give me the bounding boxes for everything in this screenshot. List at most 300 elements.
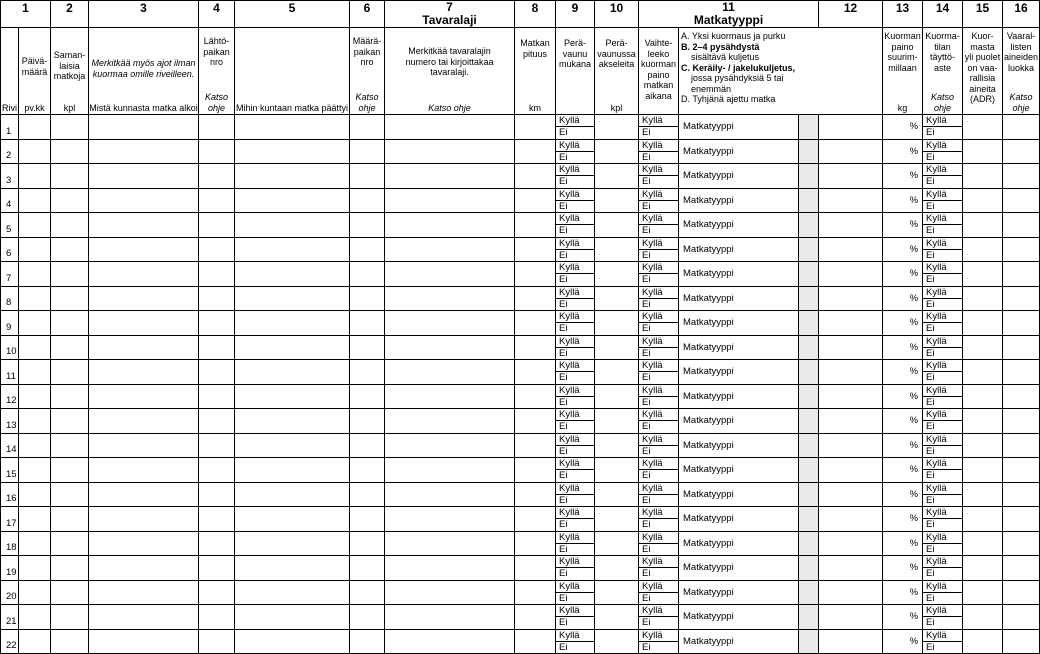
similar-trips-field[interactable] xyxy=(51,458,89,483)
option-yes[interactable]: Kyllä xyxy=(923,287,962,299)
fill-rate-field[interactable]: % xyxy=(883,384,923,409)
trailer-axles-field[interactable] xyxy=(595,115,639,140)
fill-rate-field[interactable]: % xyxy=(883,605,923,630)
cargo-type-field[interactable] xyxy=(385,213,515,238)
end-municipality-field[interactable] xyxy=(235,139,350,164)
date-field[interactable] xyxy=(19,213,51,238)
option-yes[interactable]: Kyllä xyxy=(923,336,962,348)
matkatyyppi-field[interactable]: Matkatyyppi xyxy=(679,409,799,434)
option-yes[interactable]: Kyllä xyxy=(923,458,962,470)
similar-trips-field[interactable] xyxy=(51,188,89,213)
end-place-field[interactable] xyxy=(350,360,385,385)
end-place-field[interactable] xyxy=(350,580,385,605)
option-yes[interactable]: Kyllä xyxy=(556,238,594,250)
matkatyyppi-code-field[interactable] xyxy=(799,458,819,483)
adr-choice[interactable] xyxy=(923,458,963,483)
similar-trips-field[interactable] xyxy=(51,556,89,581)
matkatyyppi-code-field[interactable] xyxy=(799,115,819,140)
load-weight-field[interactable] xyxy=(819,580,883,605)
distance-field[interactable] xyxy=(515,580,556,605)
option-no[interactable]: Ei xyxy=(926,568,935,580)
option-no[interactable]: Ei xyxy=(559,347,568,359)
end-place-field[interactable] xyxy=(350,262,385,287)
date-field[interactable] xyxy=(19,164,51,189)
end-place-field[interactable] xyxy=(350,188,385,213)
load-varies-choice[interactable] xyxy=(639,335,679,360)
trailer-choice[interactable] xyxy=(556,335,595,360)
option-yes[interactable]: Kyllä xyxy=(556,409,594,421)
option-yes[interactable]: Kyllä xyxy=(639,630,678,642)
end-municipality-field[interactable] xyxy=(235,580,350,605)
option-no[interactable]: Ei xyxy=(642,127,651,139)
trailer-axles-field[interactable] xyxy=(595,507,639,532)
option-no[interactable]: Ei xyxy=(559,421,568,433)
hazard-class-field[interactable] xyxy=(963,360,1003,385)
trailer-choice[interactable] xyxy=(556,237,595,262)
option-yes[interactable]: Kyllä xyxy=(556,115,594,127)
load-weight-field[interactable] xyxy=(819,629,883,654)
load-weight-field[interactable] xyxy=(819,556,883,581)
trailer-axles-field[interactable] xyxy=(595,311,639,336)
option-yes[interactable]: Kyllä xyxy=(639,434,678,446)
option-yes[interactable]: Kyllä xyxy=(923,556,962,568)
load-weight-field[interactable] xyxy=(819,188,883,213)
adr-choice[interactable] xyxy=(923,311,963,336)
start-municipality-field[interactable] xyxy=(89,237,199,262)
matkatyyppi-code-field[interactable] xyxy=(799,139,819,164)
start-municipality-field[interactable] xyxy=(89,335,199,360)
date-field[interactable] xyxy=(19,384,51,409)
load-varies-choice[interactable] xyxy=(639,531,679,556)
option-no[interactable]: Ei xyxy=(559,592,568,604)
option-no[interactable]: Ei xyxy=(642,445,651,457)
hazard-class-field[interactable] xyxy=(963,164,1003,189)
load-type-field[interactable] xyxy=(1003,360,1040,385)
distance-field[interactable] xyxy=(515,164,556,189)
fill-rate-field[interactable]: % xyxy=(883,164,923,189)
start-municipality-field[interactable] xyxy=(89,507,199,532)
option-yes[interactable]: Kyllä xyxy=(639,189,678,201)
matkatyyppi-field[interactable]: Matkatyyppi xyxy=(679,629,799,654)
start-place-field[interactable] xyxy=(199,580,235,605)
end-municipality-field[interactable] xyxy=(235,311,350,336)
fill-rate-field[interactable]: % xyxy=(883,213,923,238)
cargo-type-field[interactable] xyxy=(385,360,515,385)
trailer-axles-field[interactable] xyxy=(595,188,639,213)
end-municipality-field[interactable] xyxy=(235,384,350,409)
hazard-class-field[interactable] xyxy=(963,482,1003,507)
option-no[interactable]: Ei xyxy=(642,592,651,604)
load-weight-field[interactable] xyxy=(819,115,883,140)
option-no[interactable]: Ei xyxy=(926,200,935,212)
option-yes[interactable]: Kyllä xyxy=(556,532,594,544)
cargo-type-field[interactable] xyxy=(385,531,515,556)
trailer-choice[interactable] xyxy=(556,164,595,189)
option-yes[interactable]: Kyllä xyxy=(923,164,962,176)
date-field[interactable] xyxy=(19,531,51,556)
start-municipality-field[interactable] xyxy=(89,262,199,287)
option-yes[interactable]: Kyllä xyxy=(639,458,678,470)
start-place-field[interactable] xyxy=(199,139,235,164)
load-weight-field[interactable] xyxy=(819,507,883,532)
similar-trips-field[interactable] xyxy=(51,531,89,556)
end-place-field[interactable] xyxy=(350,629,385,654)
start-place-field[interactable] xyxy=(199,213,235,238)
option-no[interactable]: Ei xyxy=(926,151,935,163)
distance-field[interactable] xyxy=(515,433,556,458)
hazard-class-field[interactable] xyxy=(963,458,1003,483)
hazard-class-field[interactable] xyxy=(963,384,1003,409)
start-place-field[interactable] xyxy=(199,507,235,532)
similar-trips-field[interactable] xyxy=(51,164,89,189)
trailer-choice[interactable] xyxy=(556,115,595,140)
end-place-field[interactable] xyxy=(350,237,385,262)
matkatyyppi-code-field[interactable] xyxy=(799,213,819,238)
trailer-axles-field[interactable] xyxy=(595,335,639,360)
date-field[interactable] xyxy=(19,188,51,213)
option-no[interactable]: Ei xyxy=(642,519,651,531)
cargo-type-field[interactable] xyxy=(385,384,515,409)
start-place-field[interactable] xyxy=(199,482,235,507)
option-no[interactable]: Ei xyxy=(926,519,935,531)
load-type-field[interactable] xyxy=(1003,213,1040,238)
load-type-field[interactable] xyxy=(1003,139,1040,164)
option-no[interactable]: Ei xyxy=(926,176,935,188)
option-yes[interactable]: Kyllä xyxy=(639,287,678,299)
start-place-field[interactable] xyxy=(199,164,235,189)
option-yes[interactable]: Kyllä xyxy=(923,605,962,617)
fill-rate-field[interactable]: % xyxy=(883,115,923,140)
load-varies-choice[interactable] xyxy=(639,458,679,483)
option-yes[interactable]: Kyllä xyxy=(923,238,962,250)
adr-choice[interactable] xyxy=(923,237,963,262)
option-no[interactable]: Ei xyxy=(642,494,651,506)
adr-choice[interactable] xyxy=(923,605,963,630)
end-municipality-field[interactable] xyxy=(235,262,350,287)
trailer-choice[interactable] xyxy=(556,384,595,409)
matkatyyppi-code-field[interactable] xyxy=(799,188,819,213)
cargo-type-field[interactable] xyxy=(385,311,515,336)
trailer-axles-field[interactable] xyxy=(595,384,639,409)
end-municipality-field[interactable] xyxy=(235,433,350,458)
hazard-class-field[interactable] xyxy=(963,286,1003,311)
start-municipality-field[interactable] xyxy=(89,115,199,140)
fill-rate-field[interactable]: % xyxy=(883,507,923,532)
similar-trips-field[interactable] xyxy=(51,629,89,654)
end-municipality-field[interactable] xyxy=(235,531,350,556)
trailer-axles-field[interactable] xyxy=(595,409,639,434)
option-yes[interactable]: Kyllä xyxy=(639,581,678,593)
cargo-type-field[interactable] xyxy=(385,507,515,532)
similar-trips-field[interactable] xyxy=(51,213,89,238)
date-field[interactable] xyxy=(19,507,51,532)
end-municipality-field[interactable] xyxy=(235,605,350,630)
option-no[interactable]: Ei xyxy=(642,274,651,286)
trailer-choice[interactable] xyxy=(556,482,595,507)
load-type-field[interactable] xyxy=(1003,409,1040,434)
load-varies-choice[interactable] xyxy=(639,188,679,213)
cargo-type-field[interactable] xyxy=(385,237,515,262)
distance-field[interactable] xyxy=(515,262,556,287)
matkatyyppi-code-field[interactable] xyxy=(799,286,819,311)
end-place-field[interactable] xyxy=(350,556,385,581)
distance-field[interactable] xyxy=(515,335,556,360)
similar-trips-field[interactable] xyxy=(51,115,89,140)
fill-rate-field[interactable]: % xyxy=(883,556,923,581)
trailer-choice[interactable] xyxy=(556,188,595,213)
distance-field[interactable] xyxy=(515,409,556,434)
trailer-choice[interactable] xyxy=(556,580,595,605)
matkatyyppi-field[interactable]: Matkatyyppi xyxy=(679,580,799,605)
start-municipality-field[interactable] xyxy=(89,629,199,654)
hazard-class-field[interactable] xyxy=(963,237,1003,262)
option-no[interactable]: Ei xyxy=(559,568,568,580)
load-type-field[interactable] xyxy=(1003,237,1040,262)
hazard-class-field[interactable] xyxy=(963,262,1003,287)
option-no[interactable]: Ei xyxy=(642,372,651,384)
cargo-type-field[interactable] xyxy=(385,458,515,483)
similar-trips-field[interactable] xyxy=(51,335,89,360)
adr-choice[interactable] xyxy=(923,360,963,385)
matkatyyppi-field[interactable]: Matkatyyppi xyxy=(679,262,799,287)
fill-rate-field[interactable]: % xyxy=(883,335,923,360)
start-municipality-field[interactable] xyxy=(89,213,199,238)
cargo-type-field[interactable] xyxy=(385,482,515,507)
start-municipality-field[interactable] xyxy=(89,311,199,336)
load-type-field[interactable] xyxy=(1003,335,1040,360)
trailer-axles-field[interactable] xyxy=(595,458,639,483)
option-yes[interactable]: Kyllä xyxy=(639,385,678,397)
end-place-field[interactable] xyxy=(350,433,385,458)
option-yes[interactable]: Kyllä xyxy=(556,262,594,274)
matkatyyppi-code-field[interactable] xyxy=(799,409,819,434)
start-place-field[interactable] xyxy=(199,433,235,458)
option-yes[interactable]: Kyllä xyxy=(923,262,962,274)
matkatyyppi-field[interactable]: Matkatyyppi xyxy=(679,188,799,213)
end-municipality-field[interactable] xyxy=(235,629,350,654)
option-no[interactable]: Ei xyxy=(926,543,935,555)
load-weight-field[interactable] xyxy=(819,458,883,483)
date-field[interactable] xyxy=(19,335,51,360)
hazard-class-field[interactable] xyxy=(963,115,1003,140)
cargo-type-field[interactable] xyxy=(385,556,515,581)
start-municipality-field[interactable] xyxy=(89,433,199,458)
option-no[interactable]: Ei xyxy=(926,372,935,384)
option-yes[interactable]: Kyllä xyxy=(556,556,594,568)
option-no[interactable]: Ei xyxy=(642,617,651,629)
start-place-field[interactable] xyxy=(199,556,235,581)
load-weight-field[interactable] xyxy=(819,433,883,458)
end-municipality-field[interactable] xyxy=(235,458,350,483)
load-varies-choice[interactable] xyxy=(639,311,679,336)
matkatyyppi-field[interactable]: Matkatyyppi xyxy=(679,139,799,164)
start-place-field[interactable] xyxy=(199,335,235,360)
trailer-choice[interactable] xyxy=(556,311,595,336)
option-yes[interactable]: Kyllä xyxy=(639,140,678,152)
cargo-type-field[interactable] xyxy=(385,262,515,287)
option-no[interactable]: Ei xyxy=(642,470,651,482)
load-weight-field[interactable] xyxy=(819,311,883,336)
end-place-field[interactable] xyxy=(350,605,385,630)
hazard-class-field[interactable] xyxy=(963,311,1003,336)
end-municipality-field[interactable] xyxy=(235,409,350,434)
option-yes[interactable]: Kyllä xyxy=(556,140,594,152)
matkatyyppi-field[interactable]: Matkatyyppi xyxy=(679,458,799,483)
trailer-axles-field[interactable] xyxy=(595,482,639,507)
start-municipality-field[interactable] xyxy=(89,409,199,434)
load-type-field[interactable] xyxy=(1003,188,1040,213)
adr-choice[interactable] xyxy=(923,507,963,532)
load-weight-field[interactable] xyxy=(819,409,883,434)
load-type-field[interactable] xyxy=(1003,507,1040,532)
trailer-choice[interactable] xyxy=(556,556,595,581)
option-yes[interactable]: Kyllä xyxy=(923,213,962,225)
trailer-axles-field[interactable] xyxy=(595,531,639,556)
distance-field[interactable] xyxy=(515,115,556,140)
option-yes[interactable]: Kyllä xyxy=(923,507,962,519)
load-varies-choice[interactable] xyxy=(639,384,679,409)
cargo-type-field[interactable] xyxy=(385,164,515,189)
option-yes[interactable]: Kyllä xyxy=(639,556,678,568)
matkatyyppi-code-field[interactable] xyxy=(799,335,819,360)
load-varies-choice[interactable] xyxy=(639,629,679,654)
trailer-axles-field[interactable] xyxy=(595,360,639,385)
matkatyyppi-code-field[interactable] xyxy=(799,531,819,556)
distance-field[interactable] xyxy=(515,531,556,556)
matkatyyppi-field[interactable]: Matkatyyppi xyxy=(679,115,799,140)
distance-field[interactable] xyxy=(515,188,556,213)
start-place-field[interactable] xyxy=(199,115,235,140)
option-yes[interactable]: Kyllä xyxy=(923,409,962,421)
fill-rate-field[interactable]: % xyxy=(883,311,923,336)
similar-trips-field[interactable] xyxy=(51,360,89,385)
matkatyyppi-code-field[interactable] xyxy=(799,507,819,532)
load-weight-field[interactable] xyxy=(819,531,883,556)
start-place-field[interactable] xyxy=(199,311,235,336)
option-no[interactable]: Ei xyxy=(926,445,935,457)
option-no[interactable]: Ei xyxy=(559,396,568,408)
load-type-field[interactable] xyxy=(1003,629,1040,654)
cargo-type-field[interactable] xyxy=(385,139,515,164)
end-municipality-field[interactable] xyxy=(235,188,350,213)
distance-field[interactable] xyxy=(515,213,556,238)
trailer-axles-field[interactable] xyxy=(595,213,639,238)
start-municipality-field[interactable] xyxy=(89,384,199,409)
option-no[interactable]: Ei xyxy=(559,127,568,139)
load-weight-field[interactable] xyxy=(819,164,883,189)
end-place-field[interactable] xyxy=(350,458,385,483)
option-yes[interactable]: Kyllä xyxy=(556,336,594,348)
option-yes[interactable]: Kyllä xyxy=(639,507,678,519)
load-weight-field[interactable] xyxy=(819,605,883,630)
trailer-axles-field[interactable] xyxy=(595,605,639,630)
option-no[interactable]: Ei xyxy=(559,298,568,310)
option-no[interactable]: Ei xyxy=(559,323,568,335)
option-yes[interactable]: Kyllä xyxy=(923,115,962,127)
option-no[interactable]: Ei xyxy=(926,617,935,629)
option-no[interactable]: Ei xyxy=(926,592,935,604)
trailer-axles-field[interactable] xyxy=(595,286,639,311)
option-no[interactable]: Ei xyxy=(642,151,651,163)
adr-choice[interactable] xyxy=(923,213,963,238)
option-yes[interactable]: Kyllä xyxy=(556,213,594,225)
matkatyyppi-field[interactable]: Matkatyyppi xyxy=(679,605,799,630)
similar-trips-field[interactable] xyxy=(51,262,89,287)
cargo-type-field[interactable] xyxy=(385,433,515,458)
load-varies-choice[interactable] xyxy=(639,115,679,140)
end-municipality-field[interactable] xyxy=(235,482,350,507)
option-yes[interactable]: Kyllä xyxy=(923,532,962,544)
start-municipality-field[interactable] xyxy=(89,580,199,605)
option-yes[interactable]: Kyllä xyxy=(923,385,962,397)
start-municipality-field[interactable] xyxy=(89,164,199,189)
option-yes[interactable]: Kyllä xyxy=(556,630,594,642)
adr-choice[interactable] xyxy=(923,188,963,213)
option-yes[interactable]: Kyllä xyxy=(556,385,594,397)
option-no[interactable]: Ei xyxy=(559,445,568,457)
load-varies-choice[interactable] xyxy=(639,409,679,434)
option-no[interactable]: Ei xyxy=(642,298,651,310)
load-weight-field[interactable] xyxy=(819,286,883,311)
fill-rate-field[interactable]: % xyxy=(883,139,923,164)
option-yes[interactable]: Kyllä xyxy=(556,458,594,470)
option-yes[interactable]: Kyllä xyxy=(639,213,678,225)
load-weight-field[interactable] xyxy=(819,237,883,262)
trailer-axles-field[interactable] xyxy=(595,262,639,287)
option-yes[interactable]: Kyllä xyxy=(639,238,678,250)
matkatyyppi-field[interactable]: Matkatyyppi xyxy=(679,482,799,507)
option-no[interactable]: Ei xyxy=(559,470,568,482)
load-weight-field[interactable] xyxy=(819,482,883,507)
trailer-choice[interactable] xyxy=(556,433,595,458)
option-no[interactable]: Ei xyxy=(559,617,568,629)
adr-choice[interactable] xyxy=(923,115,963,140)
option-no[interactable]: Ei xyxy=(559,249,568,261)
load-varies-choice[interactable] xyxy=(639,213,679,238)
date-field[interactable] xyxy=(19,629,51,654)
load-type-field[interactable] xyxy=(1003,311,1040,336)
fill-rate-field[interactable]: % xyxy=(883,286,923,311)
start-place-field[interactable] xyxy=(199,458,235,483)
hazard-class-field[interactable] xyxy=(963,409,1003,434)
similar-trips-field[interactable] xyxy=(51,482,89,507)
end-place-field[interactable] xyxy=(350,311,385,336)
start-municipality-field[interactable] xyxy=(89,531,199,556)
option-yes[interactable]: Kyllä xyxy=(556,189,594,201)
start-place-field[interactable] xyxy=(199,384,235,409)
option-yes[interactable]: Kyllä xyxy=(923,140,962,152)
load-varies-choice[interactable] xyxy=(639,580,679,605)
option-yes[interactable]: Kyllä xyxy=(556,164,594,176)
load-varies-choice[interactable] xyxy=(639,433,679,458)
distance-field[interactable] xyxy=(515,237,556,262)
end-place-field[interactable] xyxy=(350,139,385,164)
distance-field[interactable] xyxy=(515,311,556,336)
matkatyyppi-code-field[interactable] xyxy=(799,164,819,189)
trailer-axles-field[interactable] xyxy=(595,164,639,189)
start-place-field[interactable] xyxy=(199,629,235,654)
hazard-class-field[interactable] xyxy=(963,556,1003,581)
fill-rate-field[interactable]: % xyxy=(883,458,923,483)
option-no[interactable]: Ei xyxy=(926,274,935,286)
option-yes[interactable]: Kyllä xyxy=(556,434,594,446)
option-no[interactable]: Ei xyxy=(926,421,935,433)
load-type-field[interactable] xyxy=(1003,531,1040,556)
similar-trips-field[interactable] xyxy=(51,384,89,409)
fill-rate-field[interactable]: % xyxy=(883,188,923,213)
option-yes[interactable]: Kyllä xyxy=(923,581,962,593)
cargo-type-field[interactable] xyxy=(385,605,515,630)
